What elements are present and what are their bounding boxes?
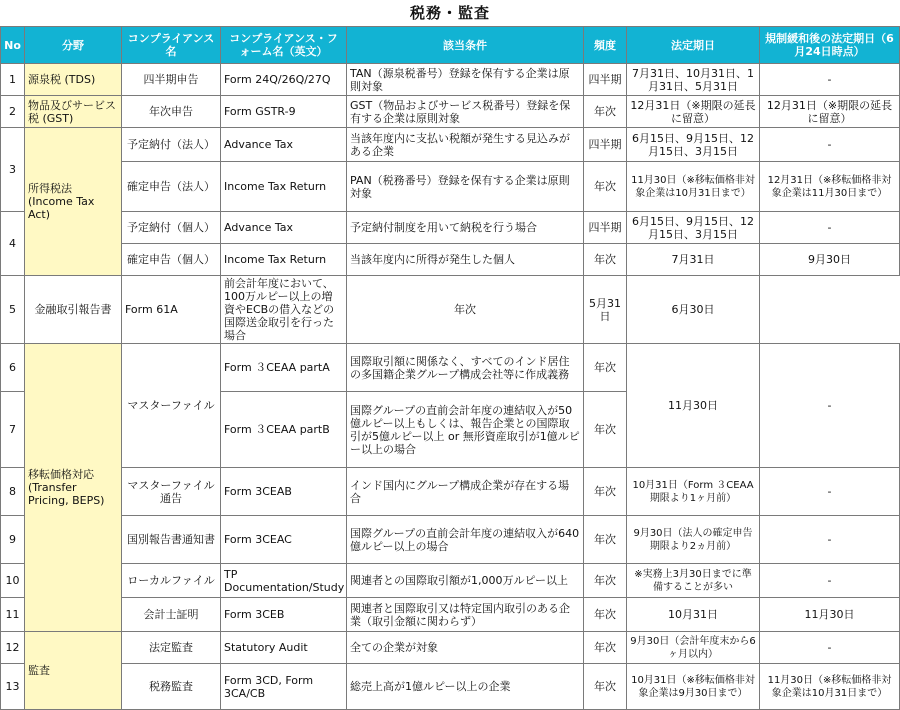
relaxed-due-date: - [760,344,900,468]
category-cell: 所得税法 (Income Tax Act) [25,128,122,276]
frequency: 年次 [584,664,627,710]
form-name: Form ３CEAA partA [221,344,347,392]
condition: 国際グループの直前会計年度の連結収入が50億ルピー以上もしくは、報告企業との国際取引が5億ルピー以上 or 無形資産取引が1億ルピー以上の場合 [347,392,584,468]
table-row [1,564,900,598]
frequency: 年次 [584,344,627,392]
table-row [1,162,900,212]
compliance-name: 予定納付（法人） [122,128,221,162]
table-row [1,516,900,564]
frequency: 年次 [584,564,627,598]
table-row [1,598,900,632]
frequency: 年次 [584,468,627,516]
due-date: 6月15日、9月15日、12月15日、3月15日 [627,128,760,162]
compliance-name: 確定申告（個人） [122,244,221,276]
relaxed-due-date: - [760,564,900,598]
condition: GST（物品およびサービス税番号）登録を保有する企業は原則対象 [347,96,584,128]
row-number: 1 [1,64,25,96]
header-form-name: コンプライアンス・フォーム名（英文） [221,27,347,64]
form-name: Form 61A [122,276,221,344]
form-name: Statutory Audit [221,632,347,664]
compliance-name: ローカルファイル [122,564,221,598]
header-due-date: 法定期日 [627,27,760,64]
frequency: 年次 [584,392,627,468]
form-name: Form 3CD, Form 3CA/CB [221,664,347,710]
frequency: 年次 [584,162,627,212]
row-number: 12 [1,632,25,664]
row-number: 5 [1,276,25,344]
compliance-name: 四半期申告 [122,64,221,96]
compliance-name: マスターファイル [122,344,221,468]
due-date: 11月30日 [627,344,760,468]
frequency: 年次 [347,276,584,344]
frequency: 年次 [584,96,627,128]
row-number: 2 [1,96,25,128]
row-number: 13 [1,664,25,710]
condition: 国際グループの直前会計年度の連結収入が640億ルピー以上の場合 [347,516,584,564]
condition: 前会計年度において、100万ルピー以上の増資やECBの借入などの国際送金取引を行った場合 [221,276,347,344]
frequency: 四半期 [584,64,627,96]
row-number: 3 [1,128,25,212]
relaxed-due-date: 6月30日 [627,276,760,344]
condition: インド国内にグループ構成企業が存在する場合 [347,468,584,516]
page-title: 税務・監査 [409,4,490,22]
table-row [1,632,900,664]
category-cell: 移転価格対応 (Transfer Pricing, BEPS) [25,344,122,632]
condition: 総売上高が1億ルピー以上の企業 [347,664,584,710]
relaxed-due-date: 12月31日（※期限の延長に留意） [760,96,900,128]
form-name: Form 3CEAC [221,516,347,564]
relaxed-due-date: - [760,64,900,96]
relaxed-due-date: - [760,516,900,564]
due-date: 7月31日 [627,244,760,276]
form-name: Income Tax Return [221,162,347,212]
due-date: 7月31日、10月31日、1月31日、5月31日 [627,64,760,96]
table-row [1,64,900,96]
condition: 関連者と国際取引又は特定国内取引のある企業（取引金額に関わらず） [347,598,584,632]
relaxed-due-date: - [760,128,900,162]
form-name: Form 3CEAB [221,468,347,516]
due-date: 9月30日（法人の確定申告期限より2ヵ月前） [627,516,760,564]
due-date: 12月31日（※期限の延長に留意） [627,96,760,128]
relaxed-due-date: 12月31日（※移転価格非対象企業は11月30日まで） [760,162,900,212]
row-number: 6 [1,344,25,392]
category-cell: 物品及びサービス税 (GST) [25,96,122,128]
form-name: TP Documentation/Study [221,564,347,598]
table-row [1,244,900,276]
table-row [1,212,900,244]
compliance-name: 法定監査 [122,632,221,664]
frequency: 四半期 [584,128,627,162]
category-cell: 監査 [25,632,122,710]
due-date: ※実務上3月30日までに準備することが多い [627,564,760,598]
condition: 国際取引額に関係なく、すべてのインド居住の多国籍企業グループ構成会社等に作成義務 [347,344,584,392]
table-row [1,664,900,710]
frequency: 年次 [584,244,627,276]
condition: 関連者との国際取引額が1,000万ルピー以上 [347,564,584,598]
compliance-name: 予定納付（個人） [122,212,221,244]
relaxed-due-date: 11月30日（※移転価格非対象企業は10月31日まで） [760,664,900,710]
compliance-name: 税務監査 [122,664,221,710]
table-row [1,276,900,344]
compliance-name: 確定申告（法人） [122,162,221,212]
header-condition: 該当条件 [347,27,584,64]
relaxed-due-date: - [760,632,900,664]
due-date: 5月31日 [584,276,627,344]
condition: 当該年度内に所得が発生した個人 [347,244,584,276]
due-date: 6月15日、9月15日、12月15日、3月15日 [627,212,760,244]
header-no: No [1,27,25,64]
due-date: 11月30日（※移転価格非対象企業は10月31日まで） [627,162,760,212]
relaxed-due-date: - [760,468,900,516]
row-number: 10 [1,564,25,598]
category-cell: 源泉税 (TDS) [25,64,122,96]
header-compliance-name: コンプライアンス名 [122,27,221,64]
relaxed-due-date: 9月30日 [760,244,900,276]
frequency: 年次 [584,516,627,564]
form-name: Advance Tax [221,212,347,244]
frequency: 四半期 [584,212,627,244]
condition: 予定納付制度を用いて納税を行う場合 [347,212,584,244]
frequency: 年次 [584,598,627,632]
header-frequency: 頻度 [584,27,627,64]
condition: 当該年度内に支払い税額が発生する見込みがある企業 [347,128,584,162]
condition: 全ての企業が対象 [347,632,584,664]
compliance-name: 年次申告 [122,96,221,128]
table-row [1,96,900,128]
compliance-name: 国別報告書通知書 [122,516,221,564]
condition: TAN（源泉税番号）登録を保有する企業は原則対象 [347,64,584,96]
row-number: 8 [1,468,25,516]
header-category: 分野 [25,27,122,64]
table-row [1,128,900,162]
relaxed-due-date: - [760,212,900,244]
condition: PAN（税務番号）登録を保有する企業は原則対象 [347,162,584,212]
due-date: 10月31日 [627,598,760,632]
form-name: Advance Tax [221,128,347,162]
due-date: 10月31日（※移転価格非対象企業は9月30日まで） [627,664,760,710]
due-date: 9月30日（会計年度末から6ヶ月以内） [627,632,760,664]
row-number: 4 [1,212,25,276]
due-date: 10月31日（Form ３CEAA期限より1ヶ月前） [627,468,760,516]
row-number: 7 [1,392,25,468]
compliance-name: 金融取引報告書 [25,276,122,344]
compliance-name: 会計士証明 [122,598,221,632]
compliance-name: マスターファイル通告 [122,468,221,516]
row-number: 11 [1,598,25,632]
relaxed-due-date: 11月30日 [760,598,900,632]
form-name: Income Tax Return [221,244,347,276]
table-row [1,468,900,516]
header-row [1,27,900,64]
form-name: Form 3CEB [221,598,347,632]
form-name: Form 24Q/26Q/27Q [221,64,347,96]
table-row [1,344,900,392]
form-name: Form ３CEAA partB [221,392,347,468]
frequency: 年次 [584,632,627,664]
row-number: 9 [1,516,25,564]
header-relaxed-due-date: 規制緩和後の法定期日（6月24日時点） [760,27,900,64]
form-name: Form GSTR-9 [221,96,347,128]
tax-audit-table [0,26,900,710]
